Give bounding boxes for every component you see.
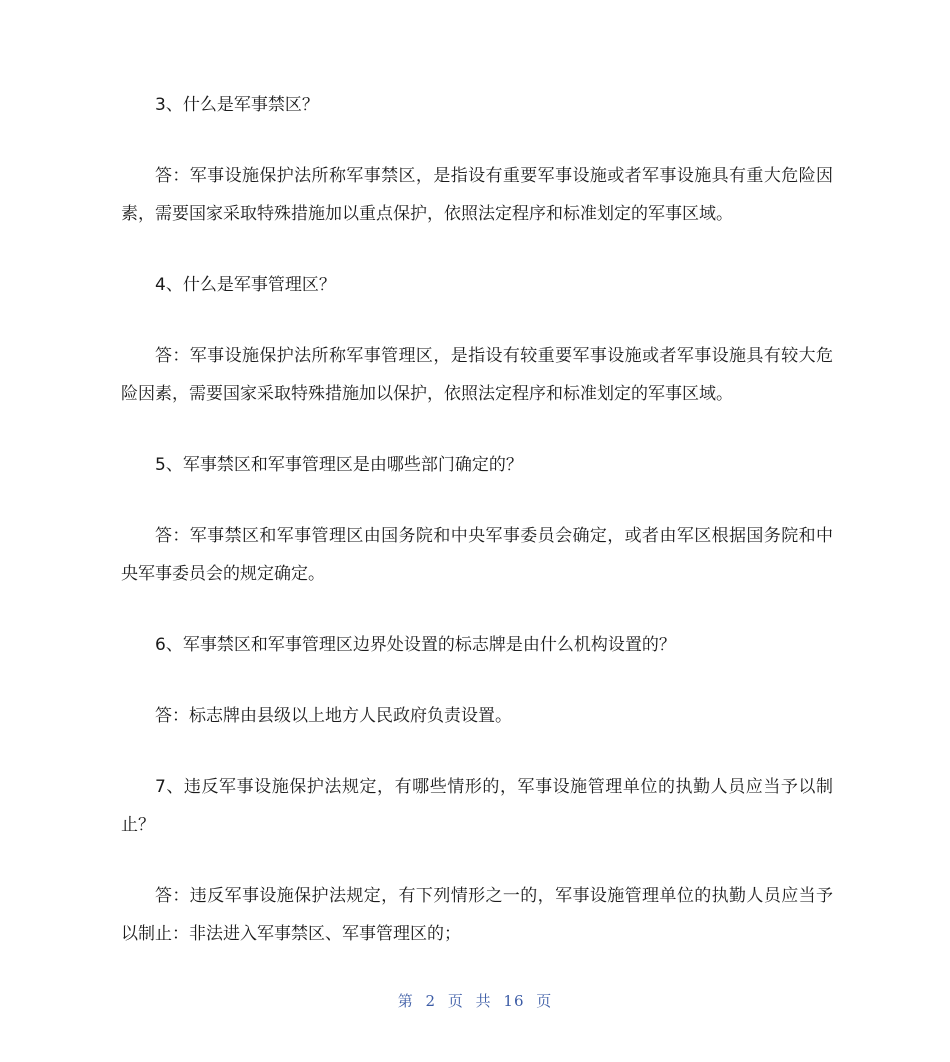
answer-3: 答：军事设施保护法所称军事禁区，是指设有重要军事设施或者军事设施具有重大危险因素，需要国家采取特殊措施加以重点保护，依照法定程序和标准划定的军事区域。 <box>121 166 833 224</box>
question-5: 5、军事禁区和军事管理区是由哪些部门确定的？ <box>155 455 523 475</box>
question-7: 7、违反军事设施保护法规定，有哪些情形的，军事设施管理单位的执勤人员应当予以制止？ <box>121 777 833 835</box>
answer-5: 答：军事禁区和军事管理区由国务院和中央军事委员会确定，或者由军区根据国务院和中央军事委员会的规定确定。 <box>121 526 833 584</box>
answer-7: 答：违反军事设施保护法规定，有下列情形之一的，军事设施管理单位的执勤人员应当予以制止：非法进入军事禁区、军事管理区的； <box>121 886 833 944</box>
answer-4: 答：军事设施保护法所称军事管理区，是指设有较重要军事设施或者军事设施具有较大危险因素，需要国家采取特殊措施加以保护，依照法定程序和标准划定的军事区域。 <box>121 346 833 404</box>
answer-6: 答：标志牌由县级以上地方人民政府负责设置。 <box>155 706 512 726</box>
question-3: 3、什么是军事禁区？ <box>155 95 319 115</box>
footer-total-pages: 16 <box>503 992 525 1010</box>
footer-word-ye-2: 页 <box>536 992 553 1010</box>
footer-word-ye: 页 <box>447 992 464 1010</box>
footer-word-di: 第 <box>397 992 414 1010</box>
document-body <box>121 86 833 986</box>
question-6: 6、军事禁区和军事管理区边界处设置的标志牌是由什么机构设置的？ <box>155 635 676 655</box>
footer-current-page: 2 <box>425 992 437 1010</box>
question-4: 4、什么是军事管理区？ <box>155 275 336 295</box>
page-footer <box>0 990 950 1011</box>
footer-word-gong: 共 <box>475 992 492 1010</box>
